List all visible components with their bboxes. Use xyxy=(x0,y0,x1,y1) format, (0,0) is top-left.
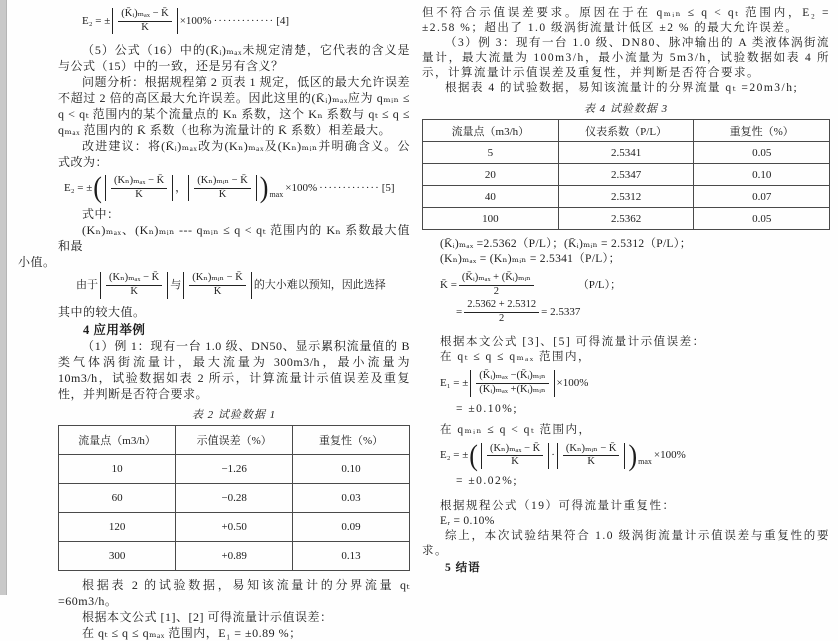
e2-abs-fraction-2 xyxy=(557,443,626,469)
inline-formula-youyu xyxy=(76,272,410,298)
formula-e2 xyxy=(440,438,830,472)
paragraph-table2-note1: 根据表 2 的试验数据，易知该流量计的分界流量 qₜ =60m3/h。 xyxy=(58,577,410,608)
table4-row xyxy=(423,208,830,230)
formula4-dots: ············· xyxy=(213,14,275,27)
table4-cell: 0.05 xyxy=(694,142,830,164)
kbar-denominator: 2 xyxy=(459,285,534,299)
section-heading-5-closing: 5 结语 xyxy=(445,561,481,574)
table2-header-flow-point: 流量点（m3/h） xyxy=(59,425,176,454)
youyu-pre-text: 由于 xyxy=(76,278,98,291)
paragraph-table2-note2: 根据本文公式 [1]、[2] 可得流量计示值误差： xyxy=(82,609,333,624)
table4-cell: 2.5312 xyxy=(558,186,694,208)
formula5-abs-fraction-2 xyxy=(188,175,257,201)
paragraph-not-meet-requirement: 但不符合示值误差要求。原因在于在 qₘᵢₙ ≤ q < qₜ 范围内，E₂ = ±2.58 %；超出了 1.0 级涡街流量计低区 ±2 % 的最大允许误差。 xyxy=(422,7,830,34)
e2-numerator-2: (Kₙ)ₘᵢₙ − K̄ xyxy=(565,442,617,454)
table4-cell: 20 xyxy=(423,164,559,186)
paragraph-repeatability-1: 根据规程公式（19）可得流量计重复性： xyxy=(440,499,676,512)
kbar-value-numerator: 2.5362 + 2.5312 xyxy=(467,299,537,311)
table2-cell: 0.13 xyxy=(293,541,410,570)
youyu-abs-fraction-2 xyxy=(183,272,252,298)
formula4-ref: [4] xyxy=(276,14,290,27)
kbar-unit: （P/L）； xyxy=(577,278,622,291)
paragraph-question5: （5）公式（16）中的(K̄ᵢ)ₘₐₓ未规定清楚，它代表的含义是与公式（15）中的一致，还是另有含义？ xyxy=(58,43,410,74)
paragraph-table2-note3: 在 qₜ ≤ q ≤ qₘₐₓ 范围内，E₁ = ±0.89 %； xyxy=(82,625,302,640)
table2-cell: +0.50 xyxy=(176,512,293,541)
page-edge xyxy=(0,0,7,595)
kbar-result: = 2.5337 xyxy=(541,305,581,318)
youyu-denominator-2: K̄ xyxy=(189,285,246,299)
table4-cell: 0.05 xyxy=(694,208,830,230)
e2-denominator-2: K̄ xyxy=(563,455,620,469)
formula5-close-paren: ) xyxy=(259,171,269,205)
table2-cell: 0.09 xyxy=(293,512,410,541)
e2-times: ×100% xyxy=(653,449,686,462)
paragraph-conclusion: 综上，本次试验结果符合 1.0 级涡街流量计示值误差与重复性的要求。 xyxy=(422,529,830,557)
formula5-separator: ， xyxy=(175,181,187,194)
table2-row xyxy=(59,541,410,570)
kbar-value-fraction xyxy=(464,299,539,325)
e1-times: ×100% xyxy=(556,376,589,389)
formula5-numerator-2: (Kₙ)ₘᵢₙ − K̄ xyxy=(197,175,248,187)
kbar-numerator: (K̄ᵢ)ₘₐₓ + (K̄ᵢ)ₘᵢₙ xyxy=(461,272,531,283)
left-column xyxy=(18,2,410,641)
formula5-denominator-2: K̄ xyxy=(194,188,251,202)
paragraph-larger-value: 其中的较大值。 xyxy=(58,304,146,319)
paragraph-k-definition-line1: (Kₙ)ₘₐₓ、(Kₙ)ₘᵢₙ --- qₘᵢₙ ≤ q < qₜ 范围内的 Kₙ 系数最大值和最 xyxy=(58,223,410,254)
table4-cell: 2.5347 xyxy=(558,164,694,186)
table-2-test-data-1 xyxy=(58,425,410,571)
e1-result: = ±0.10%; xyxy=(456,402,519,415)
table4-header-repeatability: 重复性（%） xyxy=(694,120,830,142)
youyu-mid-text: 与 xyxy=(170,278,182,291)
formula-kbar xyxy=(440,272,830,298)
e1-abs-fraction xyxy=(470,370,554,396)
table2-cell: −0.28 xyxy=(176,483,293,512)
table4-cell: 40 xyxy=(423,186,559,208)
paragraph-k-values-2: (Kₙ)ₘₐₓ = (Kₙ)ₘᵢₙ = 2.5341（P/L）； xyxy=(440,253,621,265)
table4-header-meter-factor: 仪表系数（P/L） xyxy=(558,120,694,142)
paragraph-formula-3-5: 根据本文公式 [3]、[5] 可得流量计示值误差： xyxy=(440,336,706,349)
kbar-eq2-lhs: = xyxy=(456,305,463,318)
e2-separator: · xyxy=(551,449,555,462)
table4-header-row xyxy=(423,120,830,142)
right-column xyxy=(422,2,830,576)
formula5-max-subscript: max xyxy=(269,189,284,199)
formula5-open-paren: ( xyxy=(93,171,102,205)
e2-denominator-1: K̄ xyxy=(487,455,543,469)
table2-cell: −1.26 xyxy=(176,454,293,483)
youyu-post-text: 的大小难以预知，因此选择 xyxy=(253,278,386,291)
paragraph-k-values-1: (K̄ᵢ)ₘₐₓ =2.5362（P/L）；(K̄ᵢ)ₘᵢₙ = 2.5312（P/L）； xyxy=(440,238,692,250)
paragraph-where: 式中： xyxy=(82,207,120,222)
formula5-ref: [5] xyxy=(381,181,395,194)
table2-cell: 300 xyxy=(59,541,176,570)
paragraph-range-high: 在 qₜ ≤ q ≤ qₘₐₓ 范围内， xyxy=(440,351,591,364)
paragraph-problem-analysis: 问题分析：根据规程第 2 页表 1 规定，低区的最大允许误差不超过 2 倍的高区最大允许误差。因此这里的(K̄ᵢ)ₘₐₓ应为 qₘᵢₙ ≤ q < qₜ 范围内的某个流量点的 Kₙ 系数，这个 Kₙ 系数与 qₜ ≤ q ≤ qₘₐₓ 范围内的 K̄ 系数（也称为流量计的 K̄ 系数）相差最大。 xyxy=(58,75,410,138)
formula5-dots: ············· xyxy=(319,181,380,194)
youyu-denominator-1: K̄ xyxy=(106,285,162,299)
formula4-times: ×100% xyxy=(179,14,212,27)
formula4-abs-fraction xyxy=(112,8,177,34)
e1-denominator: (K̄ᵢ)ₘₐₓ +(K̄ᵢ)ₘᵢₙ xyxy=(476,383,548,397)
e2-open-paren: ( xyxy=(469,438,478,472)
table4-cell: 0.10 xyxy=(694,164,830,186)
table-4-test-data-3 xyxy=(422,119,830,230)
e2-close-paren: ) xyxy=(628,438,638,472)
e2-lhs: E₂ = ± xyxy=(440,449,469,462)
table4-row xyxy=(423,142,830,164)
formula5-denominator-1: K̄ xyxy=(111,188,167,202)
kbar-value-denominator: 2 xyxy=(464,312,539,326)
table4-cell: 100 xyxy=(423,208,559,230)
table2-cell: 120 xyxy=(59,512,176,541)
e2-abs-fraction-1 xyxy=(481,443,549,469)
table2-cell: 60 xyxy=(59,483,176,512)
formula5-lhs: E₂ = ± xyxy=(64,181,93,194)
table2-cell: 0.10 xyxy=(293,454,410,483)
e2-result: = ±0.02%; xyxy=(456,474,519,487)
kbar-lhs: K̄ = xyxy=(440,278,457,291)
table2-row xyxy=(59,483,410,512)
paragraph-boundary-flow: 根据表 4 的试验数据，易知该流量计的分界流量 qₜ =20m3/h; xyxy=(445,82,799,94)
e2-max-subscript: max xyxy=(638,457,652,467)
formula5-numerator-1: (Kₙ)ₘₐₓ − K̄ xyxy=(113,175,165,187)
table4-header-flow-point: 流量点（m3/h） xyxy=(423,120,559,142)
paragraph-example3: （3）例 3：现有一台 1.0 级、DN80、脉冲输出的 A 类液体涡街流量计，最大流量为 100m3/h，最小流量为 5m3/h，试验数据如表 4 所示，计算流量计示值误差及重复性，并判断是否符合要求。 xyxy=(422,37,830,79)
formula5-times: ×100% xyxy=(285,181,318,194)
paragraph-example1: （1）例 1：现有一台 1.0 级、DN50、显示累积流量值的 B 类气体涡街流量计，最大流量为 300m3/h，最小流量为 10m3/h，试验数据如表 2 所示，计算流量计示值误差及重复性，并判断是否符合要求。 xyxy=(58,338,410,401)
table4-row xyxy=(423,164,830,186)
e1-numerator: (K̄ᵢ)ₘₐₓ −(K̄ᵢ)ₘᵢₙ xyxy=(479,370,546,382)
table2-cell: 10 xyxy=(59,454,176,483)
youyu-numerator-1: (Kₙ)ₘₐₓ − K̄ xyxy=(109,272,160,284)
table2-cell: 0.03 xyxy=(293,483,410,512)
table2-header-indication-error: 示值误差（%） xyxy=(176,425,293,454)
paragraph-range-low: 在 qₘᵢₙ ≤ q < qₜ 范围内， xyxy=(440,423,592,436)
table2-header-repeatability: 重复性（%） xyxy=(293,425,410,454)
table2-row xyxy=(59,512,410,541)
table4-cell: 2.5341 xyxy=(558,142,694,164)
formula-5 xyxy=(64,171,410,205)
formula5-abs-fraction-1 xyxy=(105,175,173,201)
table2-row xyxy=(59,454,410,483)
youyu-numerator-2: (Kₙ)ₘᵢₙ − K̄ xyxy=(192,272,243,284)
formula-4 xyxy=(82,8,410,34)
table4-cell: 5 xyxy=(423,142,559,164)
table2-header-row xyxy=(59,425,410,454)
formula-kbar-value xyxy=(456,299,830,325)
paragraph-repeatability-2: Eᵣ = 0.10% xyxy=(440,514,495,527)
formula4-numerator: (K̄ᵢ)ₘₐₓ − K̄ xyxy=(121,8,169,19)
paragraph-suggestion: 改进建议：将(K̄ᵢ)ₘₐₓ改为(Kₙ)ₘₐₓ及(Kₙ)ₘᵢₙ并明确含义。公式改为： xyxy=(58,139,410,170)
section-heading-4-examples: 4 应用举例 xyxy=(83,322,146,337)
table4-caption: 表 4 试验数据 3 xyxy=(583,103,669,115)
paragraph-k-definition-line2: 小值。 xyxy=(18,255,56,270)
table4-cell: 2.5362 xyxy=(558,208,694,230)
formula4-lhs: E₂ = ± xyxy=(82,14,111,27)
table2-cell: +0.89 xyxy=(176,541,293,570)
kbar-fraction xyxy=(459,272,534,298)
table4-cell: 0.07 xyxy=(694,186,830,208)
e2-numerator-1: (Kₙ)ₘₐₓ − K̄ xyxy=(489,442,541,454)
formula4-denominator: K̄ xyxy=(118,21,171,35)
youyu-abs-fraction-1 xyxy=(100,272,168,298)
e1-lhs: E₁ = ± xyxy=(440,376,469,389)
formula-e1 xyxy=(440,370,830,396)
table4-row xyxy=(423,186,830,208)
table2-caption: 表 2 试验数据 1 xyxy=(191,408,277,421)
